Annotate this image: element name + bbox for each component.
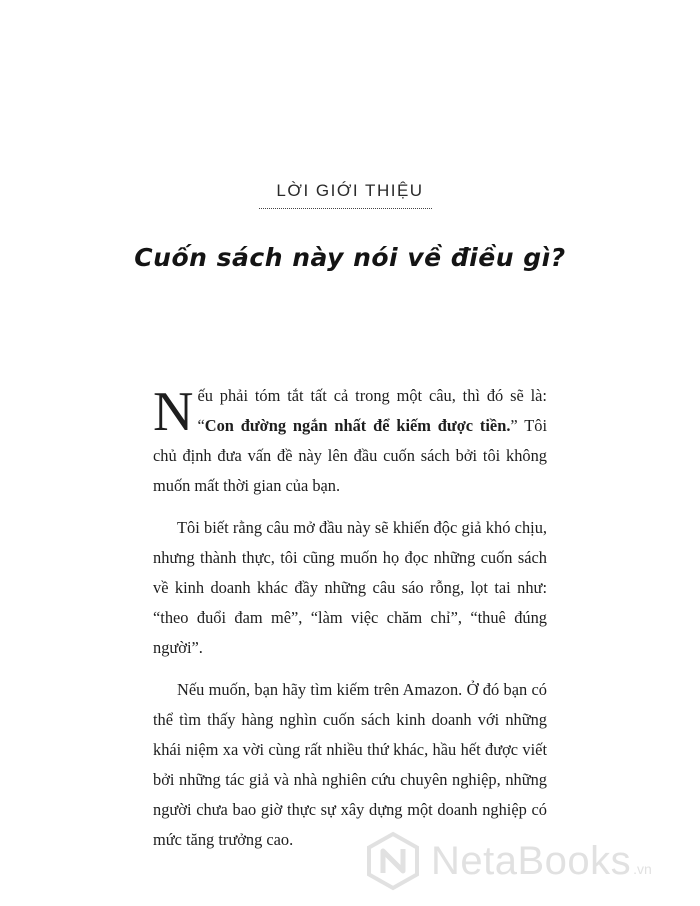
watermark-text: NetaBooks (431, 838, 632, 883)
chapter-kicker: LỜI GIỚI THIỆU (276, 181, 424, 200)
drop-cap: N (153, 381, 194, 443)
p1-tail: ” Tôi chủ định đưa vấn đề này lên đầu cuốn sách bởi tôi không muốn mất thời gian của bạn. (153, 416, 548, 495)
watermark (363, 826, 652, 896)
p1-bold: Con đường ngắn nhất để kiếm được tiền. (204, 416, 511, 435)
p1-lead: ếu phải tóm tắt tất cả trong một câu, thì đó sẽ là: “ (197, 386, 547, 435)
watermark-suffix: .vn (633, 861, 652, 877)
paragraph-3: Nếu muốn, bạn hãy tìm kiếm trên Amazon. Ở đó bạn có thể tìm thấy hàng nghìn cuốn sách kinh doanh với những khái niệm xa vời cùng rất nhiều thứ khác, hầu hết được viết bởi những tác giả và nhà nghiên cứu chuyên nghiệp, những người chưa bao giờ thực sự xây dựng một doanh nghiệp có mức tăng trưởng cao. (153, 680, 547, 849)
paragraph-1 (153, 381, 547, 501)
kicker-dotted-rule (259, 208, 432, 209)
paragraph-2: Tôi biết rằng câu mở đầu này sẽ khiến độc giả khó chịu, nhưng thành thực, tôi cũng muốn họ đọc những cuốn sách về kinh doanh khác đầy những câu sáo rỗng, lọt tai như: “theo đuổi đam mê”, “làm việc chăm chỉ”, “thuê đúng người”. (153, 518, 547, 657)
body-text (153, 381, 547, 867)
netabooks-logo-icon (363, 831, 423, 891)
chapter-title: Cuốn sách này nói về điều gì? (134, 243, 566, 272)
